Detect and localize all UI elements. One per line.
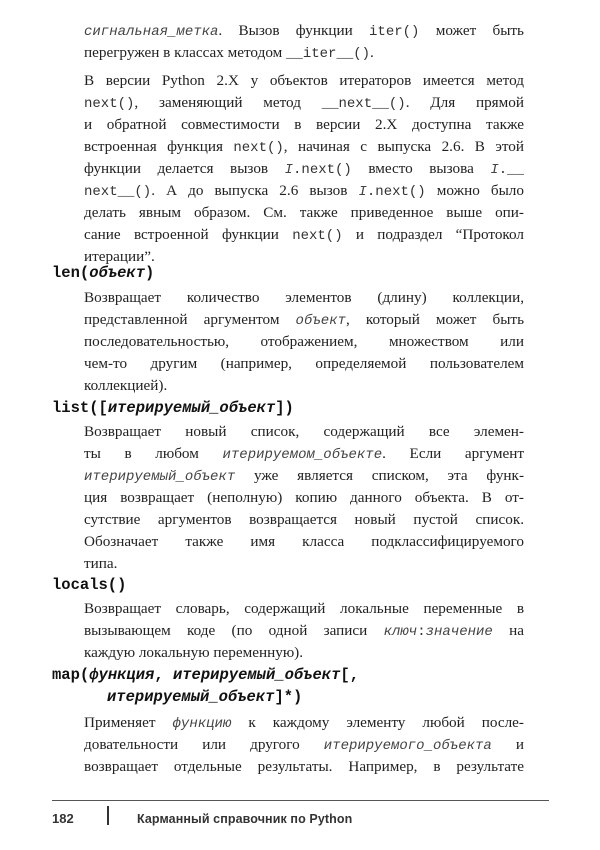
text-line: итерации”. xyxy=(84,248,155,265)
text-line: Возвращает словарь, содержащий локальные переменные в xyxy=(84,600,524,617)
map-description xyxy=(84,712,524,778)
text-line: итерируемый_объект уже является списком, эта функ- xyxy=(84,467,524,485)
text-line: представленной аргументом объект, который может быть xyxy=(84,311,524,329)
list-heading: list([итерируемый_объект]) xyxy=(52,399,294,417)
next-compat-paragraph xyxy=(84,70,524,268)
text-line: ты в любом итерируемом_объекте. Если аргумент xyxy=(84,445,524,463)
text-line: сание встроенной функции next() и подраздел “Протокол xyxy=(84,226,524,244)
text-line: коллекцией). xyxy=(84,377,168,394)
text-line: next__(). А до выпуска 2.6 вызов I.next() можно было xyxy=(84,182,524,200)
text-line: В версии Python 2.X у объектов итераторов имеется метод xyxy=(84,72,524,89)
text-line: чем-то другим (например, определяемой пользователем xyxy=(84,355,524,372)
text-line: сигнальная_метка. Вызов функции iter() может быть xyxy=(84,22,524,40)
footer-separator-bar xyxy=(107,806,109,825)
len-heading: len(объект) xyxy=(52,264,155,282)
text-line: встроенная функция next(), начиная с выпуска 2.6. В этой xyxy=(84,138,525,156)
map-heading-continuation: итерируемый_объект]*) xyxy=(107,688,303,706)
footer-divider xyxy=(52,800,549,801)
text-line: функции делается вызов I.next() вместо вызова I.__ xyxy=(84,160,524,178)
text-line: сутствие аргументов возвращается новый пустой список. xyxy=(84,511,524,528)
text-line: Обозначает также имя класса подклассифицируемого xyxy=(84,533,524,550)
text-line: Возвращает количество элементов (длину) коллекции, xyxy=(84,289,524,306)
page-number: 182 xyxy=(52,811,74,826)
map-heading: map(функция, итерируемый_объект[, xyxy=(52,666,359,684)
text-line: Применяет функцию к каждому элементу любой после- xyxy=(84,714,524,732)
book-title: Карманный справочник по Python xyxy=(137,812,353,826)
text-line: последовательностью, отображением, множеством или xyxy=(84,333,524,350)
locals-heading: locals() xyxy=(52,576,127,594)
iter-continuation-paragraph xyxy=(84,20,524,64)
text-line: перегружен в классах методом __iter__(). xyxy=(84,44,374,62)
locals-description xyxy=(84,598,524,664)
text-line: вызывающем коде (по одной записи ключ:значение на xyxy=(84,622,524,640)
text-line: и обратной совместимости в версии 2.X доступна также xyxy=(84,116,524,133)
text-line: возвращает отдельные результаты. Например, в результате xyxy=(84,758,524,775)
text-line: ция возвращает (неполную) копию данного объекта. В от- xyxy=(84,489,524,506)
text-line: next(), заменяющий метод __next__(). Для прямой xyxy=(84,94,524,112)
text-line: Возвращает новый список, содержащий все элемен- xyxy=(84,423,524,440)
text-line: каждую локальную переменную). xyxy=(84,644,304,661)
len-description xyxy=(84,287,524,397)
list-description xyxy=(84,421,524,575)
text-line: довательности или другого итерируемого_объекта и xyxy=(84,736,524,754)
text-line: типа. xyxy=(84,555,118,572)
text-line: делать явным образом. См. также приведенное выше опи- xyxy=(84,204,524,221)
